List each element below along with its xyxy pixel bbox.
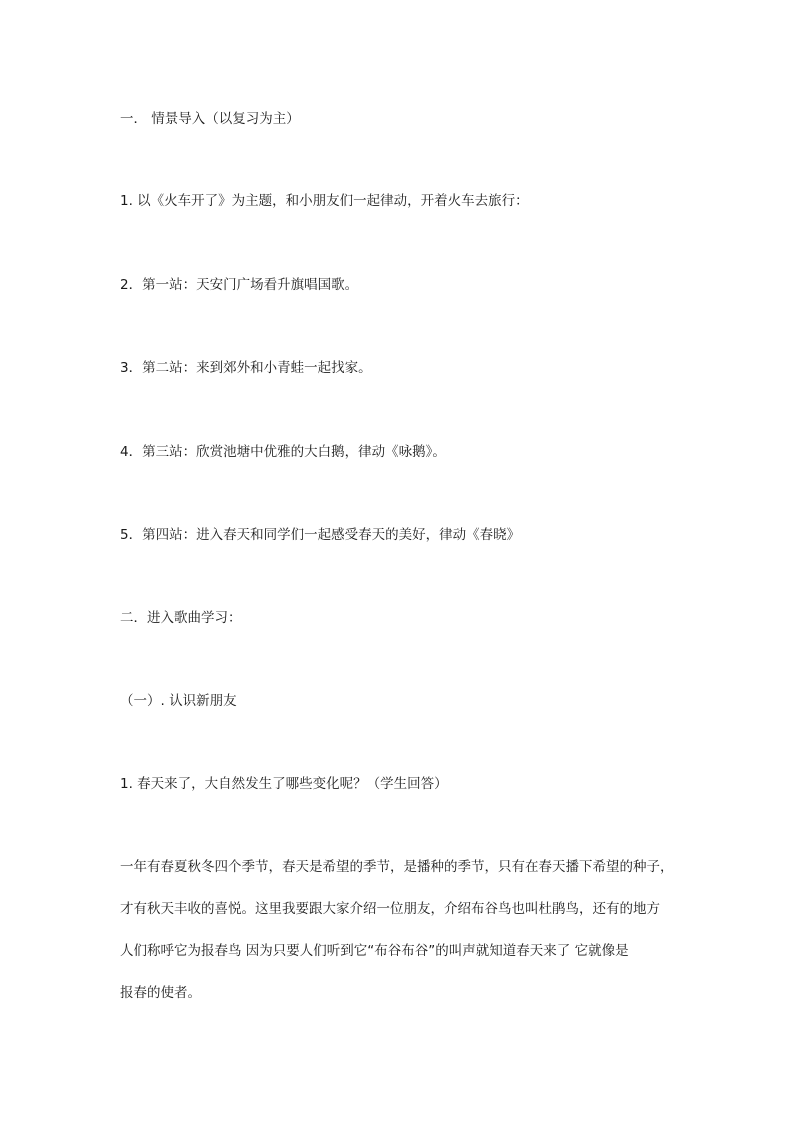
question-line: 1. 春天来了，大自然发生了哪些变化呢？（学生回答） [120,776,448,792]
list-item-3: 3．第二站：来到郊外和小青蛙一起找家。 [120,360,372,376]
list-item-5: 5．第四站：进入春天和同学们一起感受春天的美好，律动《春晓》 [120,527,521,543]
paragraph-line-2: 才有秋天丰收的喜悦。这里我要跟大家介绍一位朋友，介绍布谷鸟也叫杜鹃鸟，还有的地方 [120,901,660,917]
section-heading-2: 二．进入歌曲学习： [120,610,242,626]
paragraph-line-4: 报春的使者。 [120,985,201,1001]
section-heading-1: 一． 情景导入（以复习为主） [120,111,300,127]
list-item-2: 2．第一站：天安门广场看升旗唱国歌。 [120,277,359,293]
list-item-4: 4．第三站：欣赏池塘中优雅的大白鹅，律动《咏鹅》。 [120,444,446,460]
paragraph-line-3: 人们称呼它为报春鸟 因为只要人们听到它“布谷布谷”的叫声就知道春天来了 它就像是 [120,943,629,959]
paragraph-line-1: 一年有春夏秋冬四个季节，春天是希望的季节，是播种的季节，只有在春天播下希望的种子， [120,859,674,875]
list-item-1: 1. 以《火车开了》为主题，和小朋友们一起律动，开着火车去旅行： [120,193,529,209]
subsection-heading: （一）. 认识新朋友 [120,693,237,709]
